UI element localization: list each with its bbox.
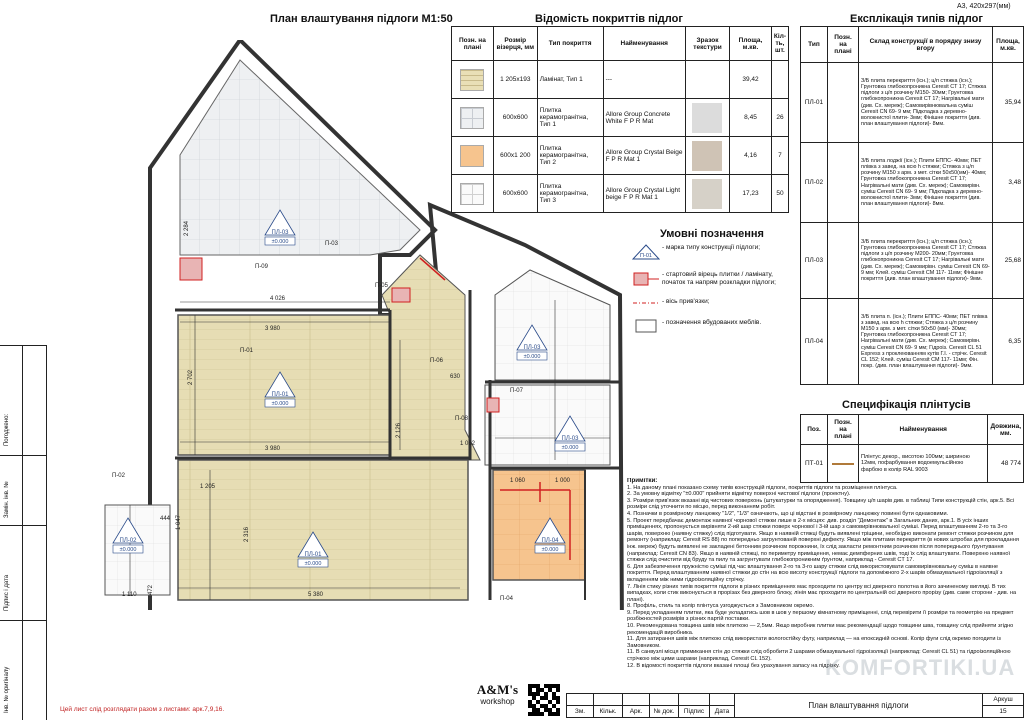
col-header: Площа, м.кв.	[993, 27, 1024, 63]
col-header: Позн. на плані	[828, 415, 859, 445]
dim-label: 1 110	[122, 592, 137, 598]
table-row	[801, 63, 1024, 143]
wall-label: П-05	[375, 283, 388, 289]
col-header: Площа, м.кв.	[730, 27, 772, 61]
legend	[632, 244, 792, 336]
cell-type: ПЛ-03	[801, 223, 828, 299]
legend-swatch	[460, 145, 484, 167]
cell-name: Плінтус декор., висотою 100мм; шириною 12мм, пофарбування водоемульсійною фарбою в колір RAL 9003	[859, 445, 988, 483]
notes-title: Примітки:	[627, 478, 658, 484]
svg-text:ПЛ-02: ПЛ-02	[119, 538, 137, 544]
watermark: KOMFORTIKI.UA	[825, 655, 1016, 680]
dim-label: 1 047	[176, 514, 182, 530]
col-header: Тип	[801, 27, 828, 63]
cell-area: 39,42	[730, 61, 772, 99]
cell-qty: 26	[771, 99, 788, 137]
stamp-header: Дата	[710, 706, 735, 718]
note-item: 8. Профіль, стиль та колір плінтуса узгоджується з Замовником окремо.	[627, 603, 814, 610]
wall-label: П-08	[455, 416, 468, 422]
wall-label: П-01	[240, 348, 253, 354]
texture-sample	[692, 103, 722, 133]
texture-sample	[692, 141, 722, 171]
side-stamp	[0, 345, 47, 720]
col-header: Позн. на плані	[828, 27, 859, 63]
cell-qty: 50	[771, 175, 788, 213]
note-item: 2. За умовну відмітку "±0.000" прийняти відмітку поверхні чистової підлоги (проектну).	[627, 491, 851, 498]
title-block	[566, 693, 1024, 718]
table-row	[801, 143, 1024, 223]
dim-label: 472	[148, 584, 154, 595]
note-item: 12. В відомості покриттів підлоги вказані площі без урахування запасу на підрізку.	[627, 662, 840, 669]
logo-line: A&M's	[476, 682, 519, 697]
svg-text:±0.000: ±0.000	[304, 561, 322, 567]
skirting-table	[800, 414, 1024, 483]
col-header: Позн. на плані	[452, 27, 494, 61]
stamp-header: Зм.	[567, 706, 594, 718]
col-header: Довжина, мм.	[988, 415, 1024, 445]
svg-text:±0.000: ±0.000	[541, 547, 559, 553]
svg-text:±0.000: ±0.000	[523, 354, 541, 360]
cell-size: 600x600	[493, 99, 537, 137]
table-row	[801, 445, 1024, 483]
side-cell-replace	[0, 455, 46, 526]
dim-label: 444	[160, 516, 171, 522]
cell-type: ПЛ-02	[801, 143, 828, 223]
texture-sample	[692, 179, 722, 209]
cell-composition: З/Б плита лоджії (існ.); Плити ЕППС- 40мм; ПЕТ плівка з завед. на всю h стяжки; Стяжка з ц/п розчину М150 з арм. з мет. сітки 50x50(мм)- 40мм; Грунтовка глибокопроникна Ceresit CT 17; Нагрівальні мати (див. Сх. мереж); Самовирівн. суміш Ceresit CN 69- 9 мм; Підкладка з деревно-волокнистої плити- 3мм; Фінішне покриття (див. план влаштування підлоги)- 8мм.	[859, 143, 993, 223]
cell-length: 48 774	[988, 445, 1024, 483]
note-item: 3. Розміри прив'язок вказані від чистових поверхонь (штукатурки та опорядження). Товщину ц/п шарів див. в таблиці Типи конструкцій стін, арк.5. Всі розміри слід уточнити по місцю, перед виконанням робіт.	[627, 497, 1015, 511]
room-pl01-bedroom	[178, 460, 468, 600]
cell-size: 600x600	[493, 175, 537, 213]
col-header: Зразок текстури	[685, 27, 729, 61]
logo-line: workshop	[480, 697, 515, 706]
side-cell-sign	[0, 525, 46, 621]
wall-label: П-04	[500, 596, 513, 602]
dim-label: 1 000	[555, 478, 571, 484]
legend-item: - позначення вбудованих меблів.	[632, 319, 792, 336]
room-pl03-hall	[495, 270, 610, 380]
col-header: Кіл-ть, шт.	[771, 27, 788, 61]
skirting-line-icon	[832, 463, 854, 465]
dim-label: 5 380	[308, 592, 324, 598]
svg-text:ПЛ-03: ПЛ-03	[271, 230, 289, 236]
dim-label: 2 284	[184, 220, 190, 236]
furniture-icon	[632, 319, 660, 333]
legend-swatch	[460, 69, 484, 91]
plan-title: План влаштування підлоги М1:50	[270, 13, 453, 25]
stamp-header: Кільк.	[594, 706, 623, 718]
svg-text:ПЛ-04: ПЛ-04	[541, 538, 559, 544]
cell-area: 4,16	[730, 137, 772, 175]
note-item: 7. Лінія стику різних типів покриття підлоги в різних приміщеннях має проходити по центру всі дверного полотна в його зачиненому вигляді. В тих випадках, коли стик виконується в прорізах без дверного блоку, лінія має проходити по центральній осі дверного прорізу (див. самe сторони - див. на плані).	[627, 583, 1017, 603]
cell-type: Плитка керамогранітна, Тип 2	[537, 137, 603, 175]
sheet-title: План влаштування підлоги	[735, 694, 983, 718]
room-pl04-bathroom	[493, 470, 585, 580]
col-header: Розмір візерця, мм	[493, 27, 537, 61]
wall-label: П-06	[430, 358, 443, 364]
note-item: 5. Проект передбачає демонтаж наявної чорнової стяжки лише в 2-х місцях: див. розділ "Демонтаж" в Загальних даних, арк.1. В усіх інших приміщеннях, пропонується вирівняти 2-ий шар стяжки поверх чорнової і 3-ій шар з самовирівнювальної суміші. Перед влаштуванням 2-го та 3-го шарів, поверхню (наявну стяжку) слід підготувати. Якщо в наявній стяжці будуть виявлені тріщини, необхідно виконати ремонт стяжки розчином для ремонту (наприклад: Ceresit RS 88) по попередньо загрунтованій поверхні дефекту. Якщо між плитами перекриття (в нових штробах для прокладання інж. мереж) будуть виявлені не закладені бетонним розчином порожнини, їх слід закласти ремонтним розчином після попереднього ґрунтування (наприклад: Ceresit CN 83). Якщо в наявній стяжці, по периметру приміщення, немає демпферних швів, тоді їх слід влаштувати. Поверхню наявної стяжки слід очистити від бруду та пилу та загрунтувати глибокопроникним ґрунтом, наприклад - Ceresit CT 17.	[627, 517, 1019, 564]
cell-type: Плитка керамогранітна, Тип 1	[537, 99, 603, 137]
note-item: 6. Для забезпечення пружністю суміші під час влаштування 2-го та 3-го шару стяжки слід використовувати самовирівнювальну суміш в наявне покриття. Перед влаштуванням наявної стяжки до стін на всю висоту конструкції підлоги та допоміжного 2-х шарів обмазувальної гідроізоляції з вкладенням між ними гідроізоляційну стрічку.	[627, 563, 1003, 583]
qr-code-icon	[528, 684, 560, 716]
explication-table	[800, 26, 1024, 385]
dim-label: 4 026	[270, 296, 286, 302]
note-item: 11. Для затирання швів між плиткою слід використати вологостійку фугу, наприклад — на епоксидній основі. Колір фуги слід окремо погодити із Замовником.	[627, 636, 1001, 649]
side-label: Замін. інв. №	[4, 481, 10, 518]
side-label: Підпис і дата	[4, 574, 10, 611]
coatings-table	[451, 26, 789, 213]
footer-note: Цей лист слід розглядати разом з листами: арк.7,9,16.	[60, 706, 225, 713]
cell-type: Ламінат, Тип 1	[537, 61, 603, 99]
wall-label: П-03	[325, 241, 338, 247]
cell-area: 25,68	[993, 223, 1024, 299]
note-item: 11. В санвузлі місця примикання стін до стяжки слід обробити 2 шарами обмазувальної гідроізоляції (наприклад: Ceresit CL 51) та гідроізоляційною стрічкою між цими шарами (наприклад, Ceresit CL 152).	[627, 649, 1011, 663]
dim-label: 630	[450, 374, 461, 380]
cell-qty: 7	[771, 137, 788, 175]
table-row	[452, 99, 789, 137]
side-cell-approved	[0, 345, 46, 456]
start-marker	[392, 288, 410, 302]
side-cell-inv	[0, 620, 46, 721]
triangle-marker-icon	[632, 244, 660, 260]
stamp-header: Підпис	[679, 706, 710, 718]
skirting-title: Специфікація плінтусів	[842, 399, 971, 411]
dim-label: 2 126	[396, 422, 402, 438]
cell-name: Allore Group Concrete White F P R Mat	[603, 99, 685, 137]
cell-composition: З/Б плита п. (існ.); Плити ЕППС- 40мм; ПЕТ плівка з завед. на всю h стяжки; Стяжка з ц/п розчину М150 з арм. з мет. сітки 50x50 (мм)- 30мм; Грунтовка глибокопроникна Ceresit CT 17; Нагрівальні мати (див. Сх. мереж); Самовирівн. суміш Ceresit CN 69- 9 мм; Гідроіз. Ceresit CL 51 Express з проклеюванням кутів Г.І. - стрічк. Ceresit CL 152; Клей. суміш Ceresit CM 117- 11мм; Фін. покр. (див. план влаштування підлоги)- 9мм.	[859, 299, 993, 385]
start-marker	[180, 258, 202, 280]
side-label: Погоджено:	[4, 413, 10, 446]
cell-name: Allore Group Crystal Beige F P R Mat 1	[603, 137, 685, 175]
dim-label: 3 980	[265, 326, 281, 332]
svg-text:П-01: П-01	[640, 253, 652, 259]
svg-text:±0.000: ±0.000	[271, 239, 289, 245]
cell-qty	[771, 61, 788, 99]
wall-label: П-09	[255, 264, 268, 270]
cell-name: ---	[603, 61, 685, 99]
room-pl03-tile	[180, 60, 420, 255]
legend-swatch	[460, 183, 484, 205]
wall-label: П-02	[112, 473, 125, 479]
start-marker	[487, 398, 499, 412]
col-header: Склад конструкції в порядку знизу вгору	[859, 27, 993, 63]
svg-text:ПЛ-01: ПЛ-01	[304, 552, 322, 558]
table-row	[801, 299, 1024, 385]
note-item: 9. Перед укладанням плитки, яка буде укладатись шов в шов у першому кімнатному приміщенні, слід перевірити її розміри та геометрію на предмет розбіжностей розмірів з різних партій поставки.	[627, 609, 1014, 623]
svg-text:±0.000: ±0.000	[119, 547, 137, 553]
cell-type: Плитка керамогранітна, Тип 3	[537, 175, 603, 213]
col-header: Найменування	[859, 415, 988, 445]
cell-area: 3,48	[993, 143, 1024, 223]
room-pl03-corridor	[485, 385, 610, 465]
coatings-title: Відомість покриттів підлог	[535, 13, 683, 25]
svg-text:ПЛ-03: ПЛ-03	[523, 345, 541, 351]
wall-label: П-07	[510, 388, 523, 394]
note-item: 4. Позначки в розмірному ланцюжку "1/2", "1/3" означають, що ці відстані в розмірному ланцюжку повинні бути однаковими.	[627, 510, 949, 517]
table-row	[801, 223, 1024, 299]
cell-name: Allore Group Crystal Light beige F P R Mat 1	[603, 175, 685, 213]
cell-composition: З/Б плита перекриття (існ.); ц/п стяжка (існ.); Грунтовка глибокопроникна Ceresit CT 17; Стяжка підлоги з ц/п розчину М150- 30мм; Грунтовка глибокопроникна Ceresit CT 17; Нагрівальні мати (див. Сх. мереж); Самовирівнювальна суміш Ceresit CN 69- 9 мм; Підкладка з деревно-волокнистої плити- 3мм; Фінішне покриття (див. план влаштування підлоги)- 8мм.	[859, 63, 993, 143]
dim-label: 1 205	[200, 484, 216, 490]
axis-line-icon	[632, 298, 660, 308]
cell-area: 17,23	[730, 175, 772, 213]
explication-title: Експлікація типів підлог	[850, 13, 983, 25]
table-row	[452, 137, 789, 175]
svg-text:±0.000: ±0.000	[561, 445, 579, 451]
table-row	[452, 175, 789, 213]
svg-text:±0.000: ±0.000	[271, 401, 289, 407]
cell-area: 35,94	[993, 63, 1024, 143]
cell-area: 6,35	[993, 299, 1024, 385]
col-header: Найменування	[603, 27, 685, 61]
dim-label: 2 702	[188, 369, 194, 385]
sheet-label: Аркуш	[983, 694, 1024, 706]
svg-text:ПЛ-01: ПЛ-01	[271, 392, 289, 398]
cell-size: 600x1 200	[493, 137, 537, 175]
col-header: Поз.	[801, 415, 828, 445]
legend-item: П-01 - марка типу конструкції підлоги;	[632, 244, 792, 263]
cell-type: ПЛ-04	[801, 299, 828, 385]
cell-pos: ПТ-01	[801, 445, 828, 483]
dim-label: 2 316	[244, 526, 250, 542]
dim-label: 1 060	[510, 478, 526, 484]
cell-composition: З/Б плита перекриття (існ.); ц/п стяжка (існ.); Грунтовка глибокопроникна Ceresit CT 17; Стяжка підлоги з ц/п розчину М200- 20мм; Грунтовка глибокопроникна Ceresit CT 17; Нагрівальні мати (див. Сх. мереж); Самовирівн. суміш Ceresit CN 69- 9 мм; Клей. суміш Ceresit CM 117- 11мм; Фінішне покриття (див. план влаштування підлоги)- 9мм.	[859, 223, 993, 299]
cell-area: 8,45	[730, 99, 772, 137]
svg-text:ПЛ-03: ПЛ-03	[561, 436, 579, 442]
note-item: 10. Рекомендована товщина швів між плиткою — 2,5мм. Якщо виробник плитки має рекомендації щодо товщини шва, товщину слід прийняти згідно рекомендацій виробника.	[627, 623, 1014, 636]
dim-label: 3 980	[265, 446, 281, 452]
note-item: 1. На даному плані показано схему типів конструкцій підлоги, покриттів підлоги та розміщення плінтуса.	[627, 484, 898, 491]
stamp-header: Арк.	[623, 706, 650, 718]
table-row	[452, 61, 789, 99]
legend-title: Умовні позначення	[660, 228, 764, 240]
side-label: Інв. № оригіналу	[4, 666, 10, 713]
cell-type: ПЛ-01	[801, 63, 828, 143]
dim-label: 1 082	[460, 441, 476, 447]
sheet-number: 15	[983, 706, 1024, 718]
col-header: Тип покриття	[537, 27, 603, 61]
legend-item: - вісь прив'язки;	[632, 298, 792, 311]
stamp-header: № док.	[650, 706, 679, 718]
sheet-format: А3, 420x297(мм)	[957, 3, 1011, 10]
legend-swatch	[460, 107, 484, 129]
company-logo	[470, 683, 525, 706]
start-row-icon	[632, 271, 660, 287]
legend-item: - стартовий вірець плитки / ламінату, початок та напрям розкладки підлоги;	[632, 271, 792, 290]
cell-size: 1 205x193	[493, 61, 537, 99]
